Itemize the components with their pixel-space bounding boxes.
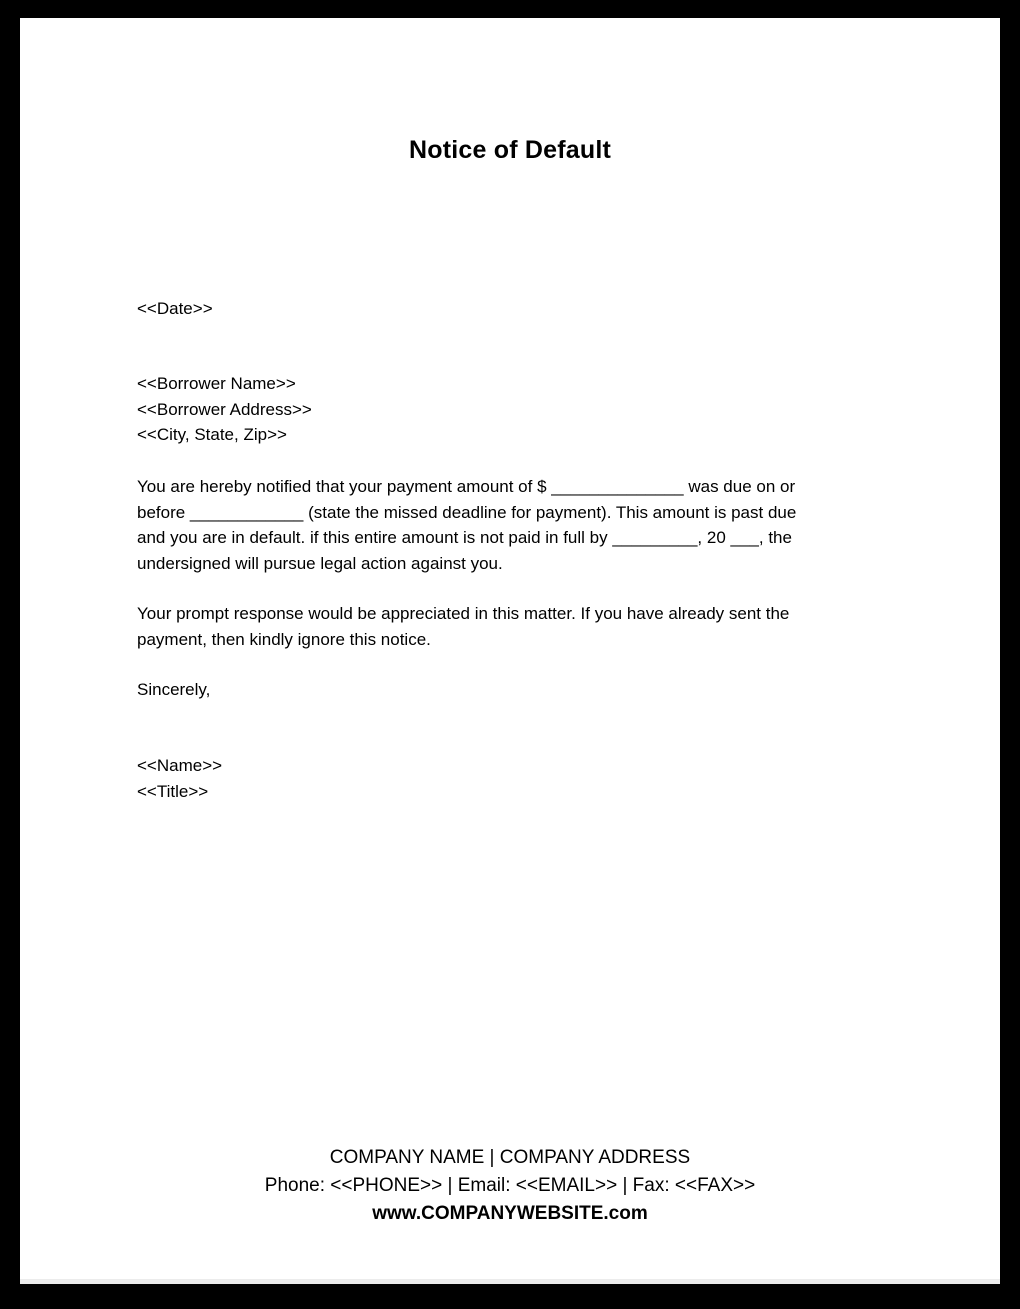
recipient-address-block	[137, 371, 882, 448]
body-paragraph-1-line-1: You are hereby notified that your payment amount of $ ______________ was due on or	[137, 477, 796, 496]
date-placeholder: <<Date>>	[137, 299, 213, 318]
body-paragraph-1-line-4: undersigned will pursue legal action against you.	[137, 553, 503, 573]
footer-website: www.COMPANYWEBSITE.com	[372, 1203, 648, 1224]
body-paragraph-1-line-2: before ____________ (state the missed deadline for payment). This amount is past due	[137, 502, 797, 522]
footer-contact-line: Phone: <<PHONE>> | Email: <<EMAIL>> | Fax: <<FAX>>	[264, 1175, 756, 1196]
borrower-address: <<Borrower Address>>	[137, 399, 312, 419]
body-paragraph-2	[137, 601, 882, 652]
closing-salutation: Sincerely,	[137, 680, 211, 699]
body-paragraph-2-line-2: payment, then kindly ignore this notice.	[137, 629, 431, 649]
borrower-city-state-zip: <<City, State, Zip>>	[137, 425, 287, 444]
page-title: Notice of Default	[408, 136, 612, 164]
signature-block	[137, 753, 882, 804]
body-paragraph-1-line-3: and you are in default. if this entire amount is not paid in full by _________, 20 ___, the	[137, 528, 792, 547]
footer-company-line: COMPANY NAME | COMPANY ADDRESS	[329, 1147, 691, 1168]
signer-title-placeholder: <<Title>>	[137, 781, 209, 801]
body-paragraph-1	[137, 474, 882, 576]
borrower-name: <<Borrower Name>>	[137, 374, 296, 393]
signer-name-placeholder: <<Name>>	[137, 756, 223, 775]
body-paragraph-2-line-1: Your prompt response would be appreciated in this matter. If you have already sent the	[137, 604, 790, 623]
letter-footer	[20, 1144, 1000, 1228]
letter-page	[20, 18, 1000, 1284]
